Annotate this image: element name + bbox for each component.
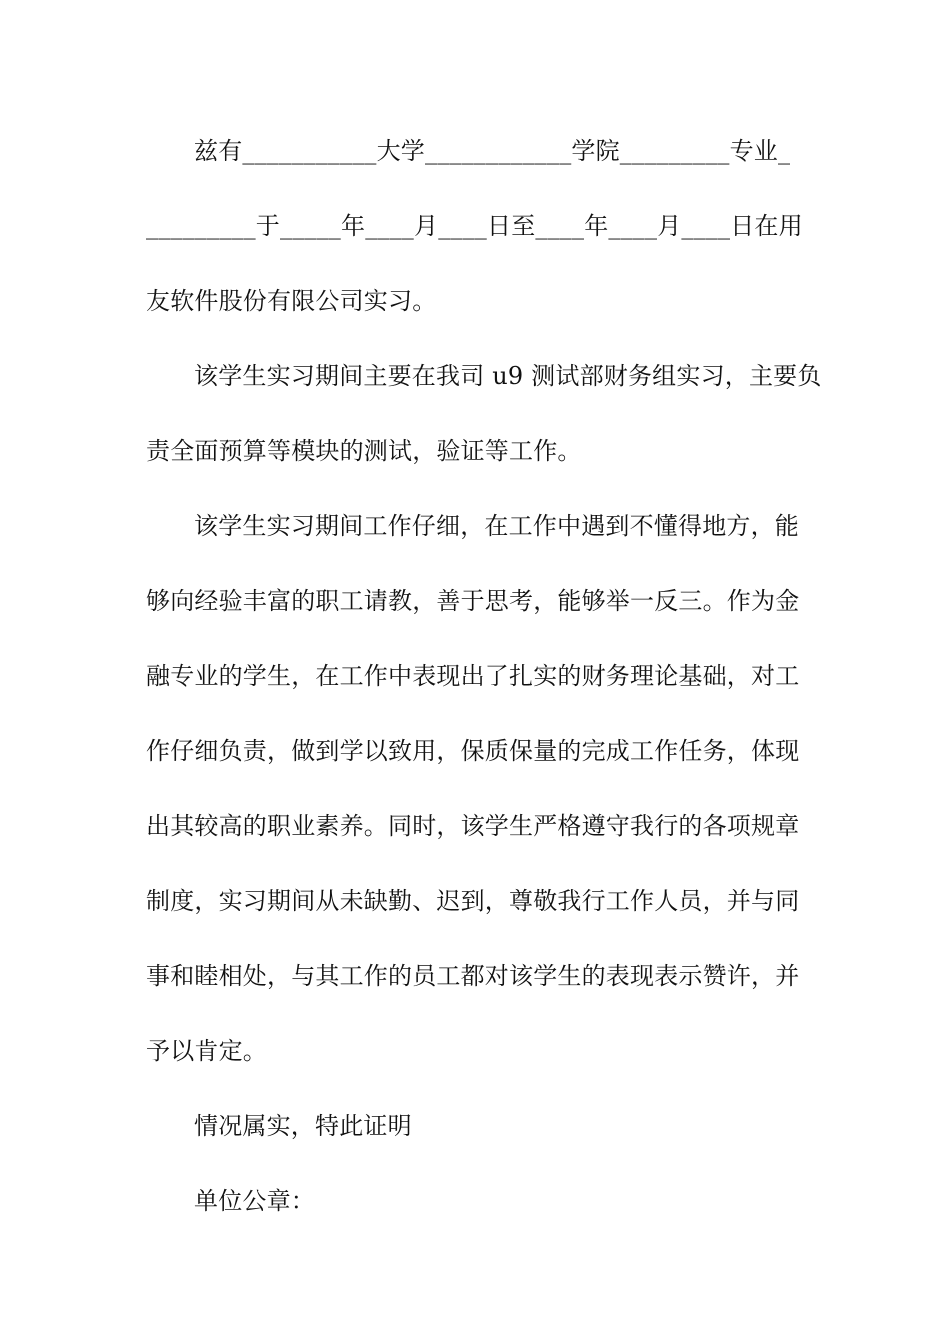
intro-line-3: 友软件股份有限公司实习。 [146, 287, 437, 315]
evaluation-line-1: 该学生实习期间工作仔细，在工作中遇到不懂得地方，能 [194, 512, 799, 540]
company-seal-label: 单位公章： [194, 1187, 315, 1215]
evaluation-line-7: 事和睦相处，与其工作的员工都对该学生的表现表示赞许，并 [146, 962, 800, 990]
intro-line-2: _________于_____年____月____日至____年____月____日在用 [146, 212, 803, 240]
duty-line-1: 该学生实习期间主要在我司 u9 测试部财务组实习，主要负 [194, 362, 822, 390]
evaluation-line-6: 制度，实习期间从未缺勤、迟到，尊敬我行工作人员，并与同 [146, 887, 800, 915]
evaluation-line-8: 予以肯定。 [146, 1037, 267, 1065]
intro-line-1: 兹有___________大学____________学院_________专业_ [194, 137, 791, 165]
evaluation-line-2: 够向经验丰富的职工请教，善于思考，能够举一反三。作为金 [146, 587, 800, 615]
evaluation-line-3: 融专业的学生，在工作中表现出了扎实的财务理论基础，对工 [146, 662, 800, 690]
certification-statement: 情况属实，特此证明 [194, 1112, 412, 1140]
evaluation-line-5: 出其较高的职业素养。同时，该学生严格遵守我行的各项规章 [146, 812, 800, 840]
duty-line-2: 责全面预算等模块的测试，验证等工作。 [146, 437, 582, 465]
evaluation-line-4: 作仔细负责，做到学以致用，保质保量的完成工作任务，体现 [146, 737, 800, 765]
